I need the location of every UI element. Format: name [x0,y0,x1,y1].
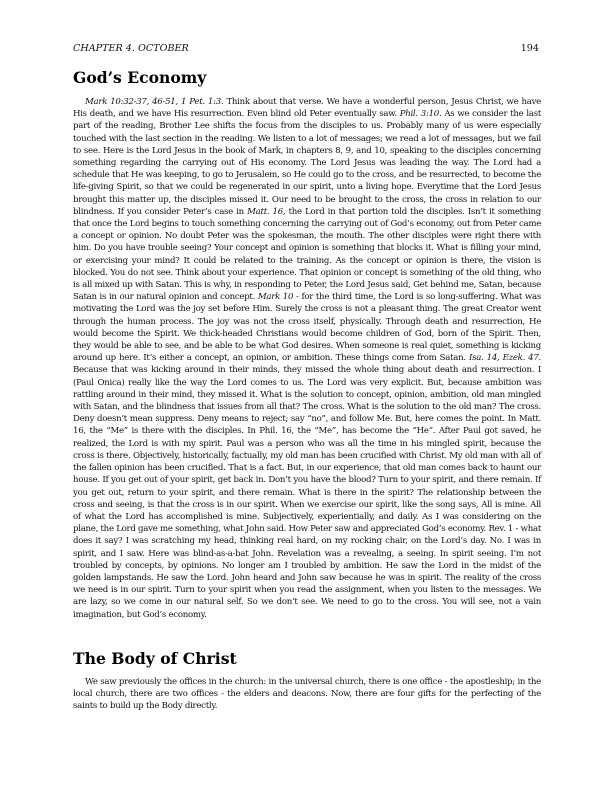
running-header [73,43,539,55]
chapter-title: CHAPTER 4. OCTOBER [73,43,189,54]
text-run: the Lord in that portion told the disciples. Isn’t it something that once the Lord begins to touch something concerning the carrying out of God’s economy, out from Peter came a concept or opinion. No doubt Peter was the spokesman, the mouth. The other disciples were right there with him. Do you have trouble seeing? Your concept and opinion is something that blocks it. What is filling your mind, or exercising your mind? It could be related to the training. As the concept or opinion is there, the vision is blocked. You do not see. Think about your experience. That opinion or concept is something of the old thing, who is all mixed up with Satan. This is why, in responding to Peter, the Lord Jesus said, Get behind me, Satan, because Satan is in our natural opinion and concept. [73,206,541,303]
scripture-reference: Mark 10:32-37, 46-51, 1 Pet. 1:3. [85,97,224,107]
page-number: 194 [520,43,539,54]
body-of-christ-paragraph: We saw previously the offices in the church: in the universal church, there is one office - the apostleship; in the local church, there are two offices - the elders and deacons. Now, there are four gifts for the perfecting of the saints to build up the Body directly. [73,677,541,712]
section-heading-gods-economy: God’s Economy [73,68,207,87]
text-run: As we consider the last part of the reading, Brother Lee shifts the focus from the disciples to us. Probably many of us were especially touched with the last section in the reading. We listen to a lot of messages; we read a lot of messages, but we fail to see. Here is the Lord Jesus in the book of Mark, in chapters 8, 9, and 10, speaking to the disciples concerning something regarding the carrying out of His economy. The Lord Jesus was leading the way. The Lord had a schedule that He was keeping, to go to Jerusalem, so He could go to the cross, and be resurrected, to become the life-giving Spirit, so that we could be regenerated in our spirit, unto a living hope. Everytime that the Lord Jesus brought this matter up, the disciples missed it. Our need to be brought to the cross, the cross in relation to our blindness. If you consider Peter’s case in [73,109,542,217]
text-run: Think about that verse. We have a wonderful person, Jesus Christ, we have His death, and we have His resurrection. Even blind old Peter eventually saw. [73,97,541,120]
scripture-reference: Mark 10 [257,292,294,303]
text-run: Because that was kicking around in their minds, they missed the whole thing about death and resurrection. I (Paul Onica) really like the way the Lord comes to us. The Lord was very explicit. But, because ambition was rattling around in their mind, they missed it. What is the solution to concept, opinion, ambition, old man mingled with Satan, and the blindness that issues from all that? The cross. What is the solution to the old man? The cross. Deny doesn’t mean suppress. Deny means to reject; say “no”, and follow Me. But, here comes the point. In Matt. 16, the “Me” is there with the disciples. In Phil. 16, the “Me”, has become the “He”. After Paul got saved, he realized, the Lord is with my spirit. Paul was a person who was all the time in his mingled spirit, because the cross is there. Objectively, historically, factually, my old man has been crucified with Christ. My old man with all of the fallen opinion has been crucified. That is a fact. But, in our experience, that old man comes back to haunt our house. If you get out of your spirit, get back in. Don’t you have the blood? Turn to your spirit, and there remain. If you get out, return to your spirit, and there remain. What is there in the spirit? The relationship between the cross and seeing, is that the cross is in our spirit. When we exercise our spirit, like the song says, All is mine. All of what the Lord has accomplished is mine. Subjectively, experientially, and daily. As I was considering on the plane, the Lord gave me something, what John said. How Peter saw and appreciated God’s economy. Rev. 1 - what does it say? I was scratching my head, thinking real hard, on my rocking chair, on the Lord’s day. No. I was in spirit, and I saw. Here was blind-as-a-bat John. Revelation was a revealing, a seeing. In spirit seeing. I’m not troubled by concepts, by opinions. No longer am I troubled by ambition. He saw the Lord in the midst of the golden lampstands. He saw the Lord. John heard and John saw because he was in spirit. The reality of the cross we need is in our spirit. Turn to your spirit when you read the assignment, when you listen to the messages. We are lazy, so we come in our natural self. So we don’t see. We need to go to the cross. You will see, not a vain imagination, but God’s economy. [73,365,541,620]
scripture-reference: Phil. 3:10. [399,109,442,120]
scripture-reference: Matt. 16, [247,206,286,217]
scripture-reference: Isa. 14, Ezek. 47. [468,353,541,364]
text-run: - for the third time, the Lord is so long-suffering. What was motivating the Lord was the joy set before Him. Surely the cross is not a pleasant thing. The great Creator went through the human process. The joy was not the cross itself, physically. Through death and resurrection, He would become the Spirit. We thick-headed Christians would become children of God, born of the Spirit. Then, they would be able to see, and be able to be what God desires. When someone is real quiet, something is kicking around up here. It’s either a concept, an opinion, or ambition. These things come from Satan. [73,292,541,364]
section-heading-body-of-christ: The Body of Christ [73,649,237,668]
gods-economy-paragraph [73,96,541,621]
